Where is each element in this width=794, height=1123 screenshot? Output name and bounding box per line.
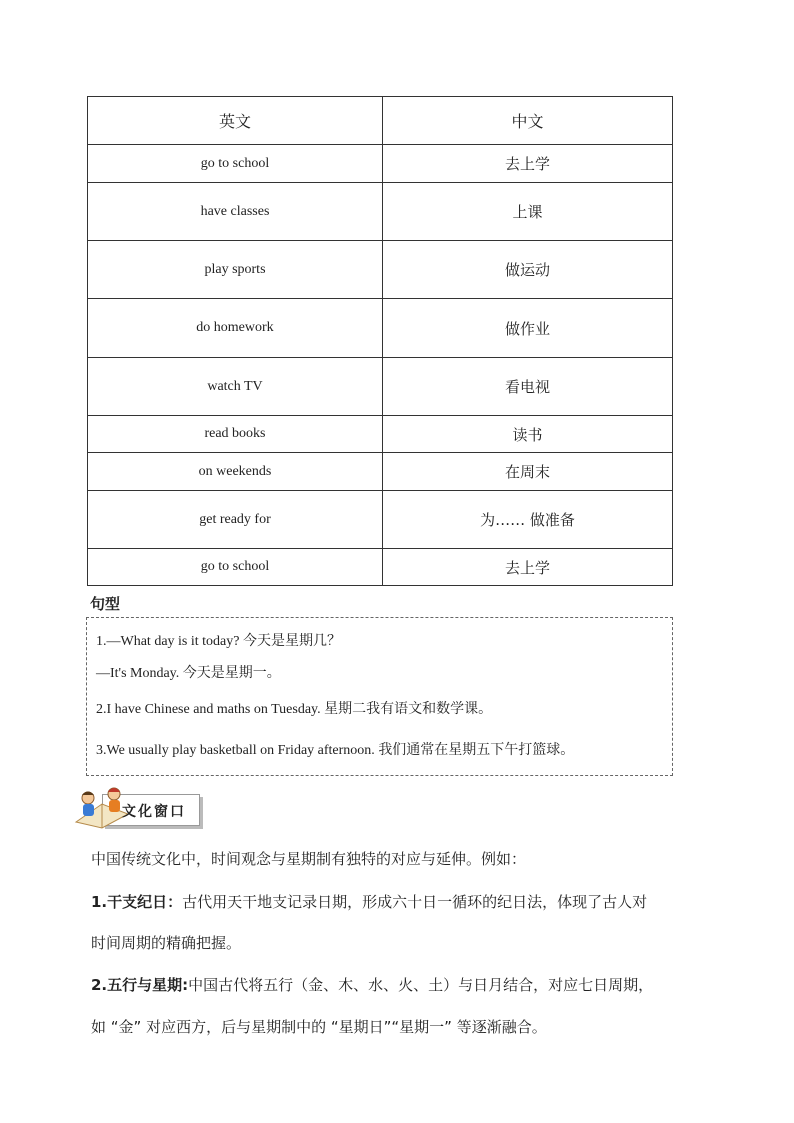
badge-label: 文化窗口 bbox=[122, 804, 186, 820]
chinese-cell: 做运动 bbox=[383, 241, 673, 299]
vocabulary-table bbox=[87, 96, 673, 586]
table-row bbox=[88, 549, 673, 586]
item-text: 古代用天干地支记录日期，形成六十日一循环的纪日法，体现了古人对 bbox=[182, 893, 648, 911]
chinese-cell: 上课 bbox=[383, 183, 673, 241]
culture-intro: 中国传统文化中，时间观念与星期制有独特的对应与延伸。例如： bbox=[91, 850, 527, 868]
item-text: 中国古代将五行（金、木、水、火、土）与日月结合，对应七日周期， bbox=[188, 976, 654, 994]
chinese-cell: 看电视 bbox=[383, 358, 673, 416]
chinese-cell: 为…… 做准备 bbox=[383, 491, 673, 549]
sentence-english: 3.We usually play basketball on Friday afternoon. bbox=[96, 743, 375, 758]
sentence-section-title: 句型 bbox=[90, 595, 121, 613]
table-row bbox=[88, 145, 673, 183]
sentence-line-4 bbox=[96, 739, 574, 759]
culture-item-1-line-2: 时间周期的精确把握。 bbox=[91, 934, 242, 952]
header-chinese: 中文 bbox=[383, 97, 673, 145]
table-row bbox=[88, 416, 673, 453]
culture-item-2-line-1 bbox=[91, 974, 653, 995]
english-cell: get ready for bbox=[88, 491, 383, 549]
sentence-english: 2.I have Chinese and maths on Tuesday. bbox=[96, 702, 321, 717]
english-cell: go to school bbox=[88, 145, 383, 183]
table-header-row bbox=[88, 97, 673, 145]
english-cell: watch TV bbox=[88, 358, 383, 416]
sentence-english: 1.—What day is it today? bbox=[96, 634, 240, 649]
item-label: 1.干支纪日： bbox=[91, 893, 183, 911]
chinese-cell: 去上学 bbox=[383, 549, 673, 586]
english-cell: go to school bbox=[88, 549, 383, 586]
chinese-cell: 在周末 bbox=[383, 453, 673, 491]
table-row bbox=[88, 183, 673, 241]
culture-item-2-line-2: 如 “金” 对应西方，后与星期制中的 “星期日”“星期一” 等逐渐融合。 bbox=[91, 1018, 547, 1036]
header-english: 英文 bbox=[88, 97, 383, 145]
sentence-line-3 bbox=[96, 698, 492, 718]
sentence-line-2 bbox=[96, 662, 281, 682]
table-row bbox=[88, 358, 673, 416]
english-cell: have classes bbox=[88, 183, 383, 241]
sentence-box bbox=[86, 617, 673, 776]
culture-window-badge bbox=[72, 782, 202, 830]
english-cell: play sports bbox=[88, 241, 383, 299]
table-row bbox=[88, 241, 673, 299]
english-cell: do homework bbox=[88, 299, 383, 358]
culture-item-1-line-1 bbox=[91, 891, 647, 912]
chinese-cell: 读书 bbox=[383, 416, 673, 453]
english-cell: on weekends bbox=[88, 453, 383, 491]
sentence-line-1 bbox=[96, 630, 341, 650]
sentence-chinese: 今天是星期一。 bbox=[182, 665, 281, 681]
sentence-chinese: 我们通常在星期五下午打篮球。 bbox=[378, 742, 575, 758]
table-row bbox=[88, 453, 673, 491]
sentence-english: —It's Monday. bbox=[96, 666, 180, 681]
table-row bbox=[88, 491, 673, 549]
table-row bbox=[88, 299, 673, 358]
english-cell: read books bbox=[88, 416, 383, 453]
chinese-cell: 去上学 bbox=[383, 145, 673, 183]
chinese-cell: 做作业 bbox=[383, 299, 673, 358]
item-label: 2.五行与星期: bbox=[91, 976, 189, 994]
sentence-chinese: 星期二我有语文和数学课。 bbox=[324, 701, 493, 717]
sentence-chinese: 今天是星期几？ bbox=[242, 633, 341, 649]
